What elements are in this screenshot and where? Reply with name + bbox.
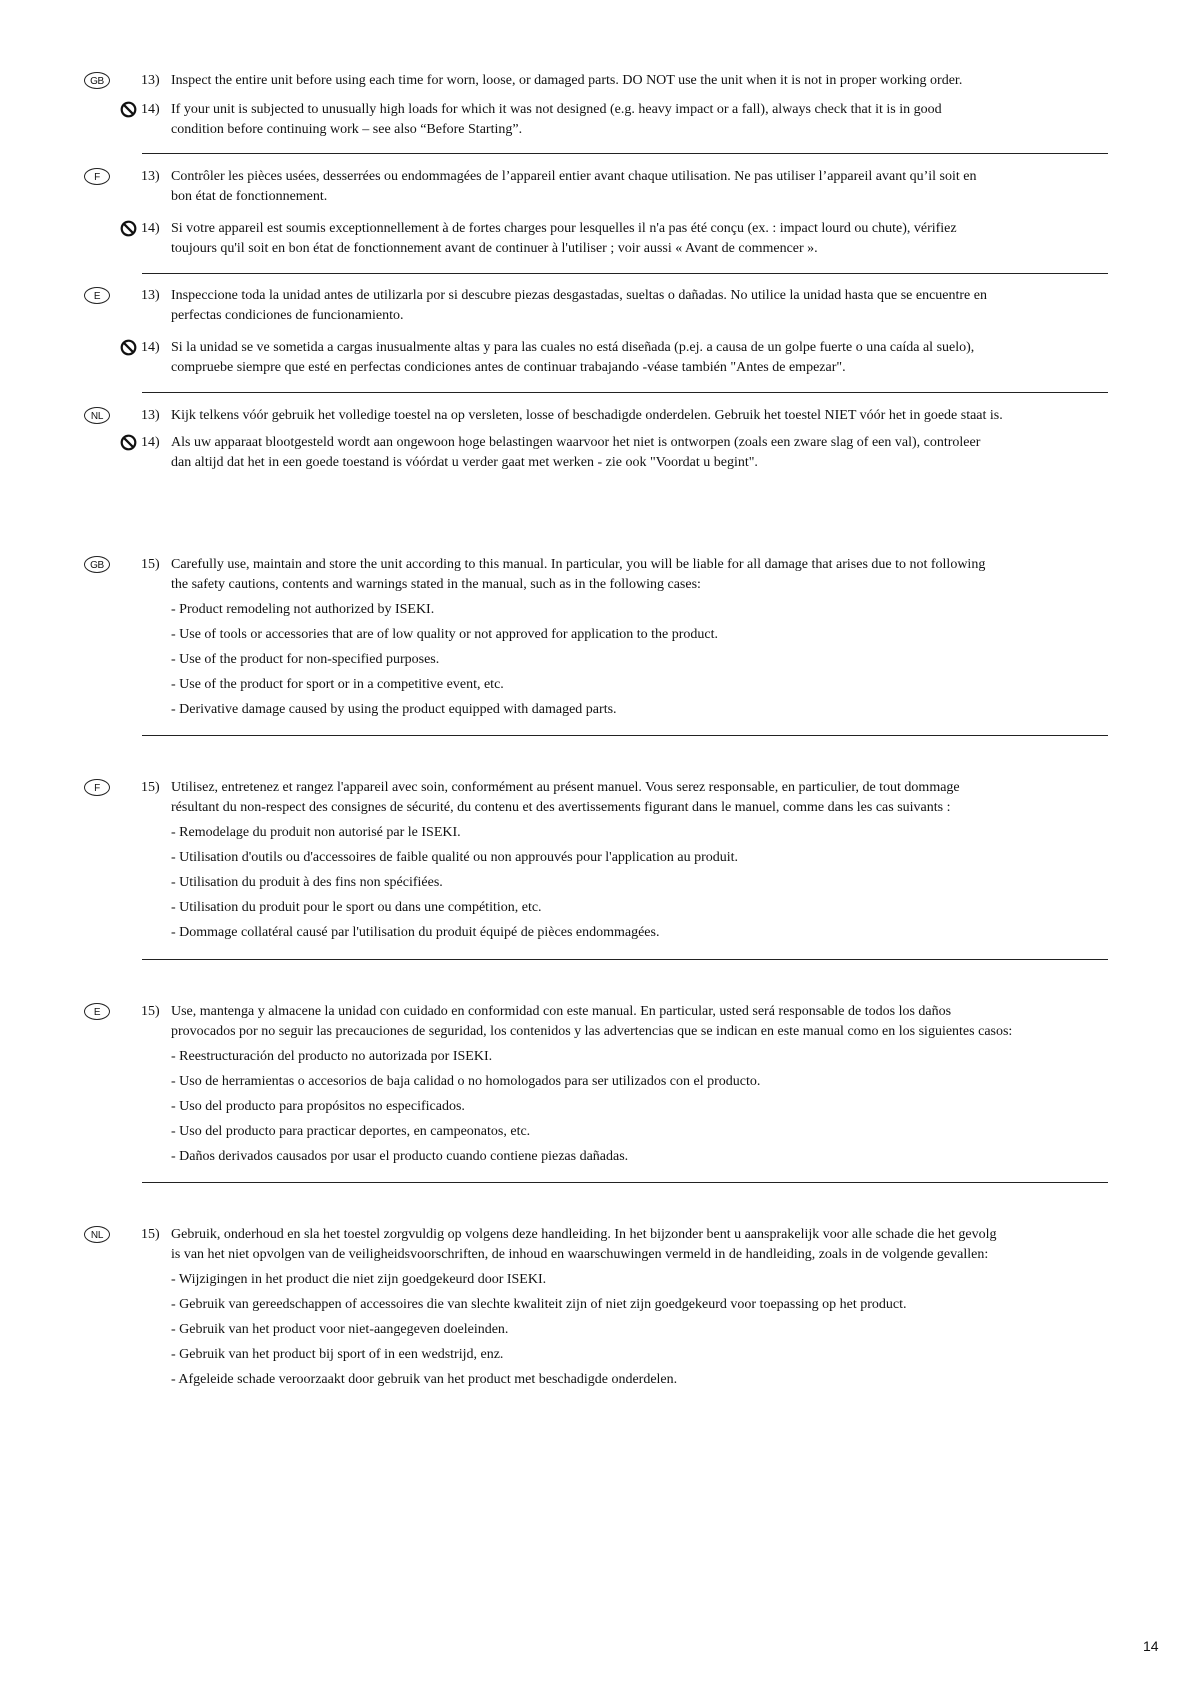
- list-item: - Use of the product for non-specified purposes.: [171, 652, 440, 667]
- list-item: - Gebruik van het product voor niet-aangegeven doeleinden.: [171, 1322, 509, 1337]
- item-number-13: 13): [141, 73, 160, 88]
- list-item: - Gebruik van het product bij sport of in een wedstrijd, enz.: [171, 1347, 504, 1362]
- item-15-text-f-line1: Utilisez, entretenez et rangez l'appareil avec soin, conformément au présent manuel. Vous serez responsable, en particulier, de tout dommage: [171, 780, 960, 795]
- item-13-text-e-line1: Inspeccione toda la unidad antes de utilizarla por si descubre piezas desgastadas, sueltas o dañadas. No utilice la unidad hasta que se encuentre en: [171, 288, 987, 303]
- item-15-text-e-line2: provocados por no seguir las precauciones de seguridad, los contenidos y las advertencias que se indican en este manual como en los siguientes casos:: [171, 1024, 1013, 1039]
- prohibition-icon: [120, 339, 137, 356]
- list-item: - Utilisation d'outils ou d'accessoires de faible qualité ou non approuvés pour l'application au produit.: [171, 850, 739, 865]
- item-number-15: 15): [141, 1227, 160, 1242]
- language-badge-f: F: [84, 779, 110, 796]
- list-item: - Product remodeling not authorized by ISEKI.: [171, 602, 435, 617]
- section-divider: [142, 392, 1108, 393]
- item-15-text-gb-line2: the safety cautions, contents and warnings stated in the manual, such as in the following cases:: [171, 577, 701, 592]
- section-divider: [142, 153, 1108, 154]
- prohibition-icon: [120, 220, 137, 237]
- list-item: - Derivative damage caused by using the product equipped with damaged parts.: [171, 702, 617, 717]
- list-item: - Use of the product for sport or in a competitive event, etc.: [171, 677, 504, 692]
- list-item: - Uso del producto para propósitos no especificados.: [171, 1099, 465, 1114]
- list-item: - Daños derivados causados por usar el producto cuando contiene piezas dañadas.: [171, 1149, 629, 1164]
- language-badge-nl: NL: [84, 407, 110, 424]
- item-number-13: 13): [141, 169, 160, 184]
- item-number-13: 13): [141, 288, 160, 303]
- item-number-14: 14): [141, 340, 160, 355]
- item-14-text-f-line1: Si votre appareil est soumis exceptionnellement à de fortes charges pour lesquelles il n'a pas été conçu (ex. : impact lourd ou chute), vérifiez: [171, 221, 957, 236]
- item-number-14: 14): [141, 102, 160, 117]
- language-badge-nl: NL: [84, 1226, 110, 1243]
- prohibition-icon: [120, 101, 137, 118]
- item-15-text-gb-line1: Carefully use, maintain and store the unit according to this manual. In particular, you will be liable for all damage that arises due to not following: [171, 557, 986, 572]
- section-divider: [142, 959, 1108, 960]
- item-15-text-e-line1: Use, mantenga y almacene la unidad con cuidado en conformidad con este manual. En particular, usted será responsable de todos los daños: [171, 1004, 952, 1019]
- section-divider: [142, 735, 1108, 736]
- item-15-text-f-line2: résultant du non-respect des consignes de sécurité, du contenu et des avertissements figurant dans le manuel, comme dans les cas suivants :: [171, 800, 951, 815]
- list-item: - Utilisation du produit à des fins non spécifiées.: [171, 875, 443, 890]
- list-item: - Dommage collatéral causé par l'utilisation du produit équipé de pièces endommagées.: [171, 925, 660, 940]
- item-13-text-f-line2: bon état de fonctionnement.: [171, 189, 328, 204]
- item-14-text-e-line1: Si la unidad se ve sometida a cargas inusualmente altas y para las cuales no está diseñada (p.ej. a causa de un golpe fuerte o una caída al suelo),: [171, 340, 975, 355]
- list-item: - Wijzigingen in het product die niet zijn goedgekeurd door ISEKI.: [171, 1272, 547, 1287]
- list-item: - Reestructuración del producto no autorizada por ISEKI.: [171, 1049, 493, 1064]
- item-14-text-gb-line1: If your unit is subjected to unusually high loads for which it was not designed (e.g. heavy impact or a fall), always check that it is in good: [171, 102, 942, 117]
- language-badge-f: F: [84, 168, 110, 185]
- section-divider: [142, 273, 1108, 274]
- item-14-text-nl-line1: Als uw apparaat blootgesteld wordt aan ongewoon hoge belastingen waarvoor het niet is ontworpen (zoals een zware slag of een val), controleer: [171, 435, 981, 450]
- list-item: - Uso de herramientas o accesorios de baja calidad o no homologados para ser utilizados con el producto.: [171, 1074, 761, 1089]
- language-badge-gb: GB: [84, 72, 110, 89]
- item-14-text-e-line2: compruebe siempre que esté en perfectas condiciones antes de continuar trabajando -véase también "Antes de empezar".: [171, 360, 846, 375]
- item-13-text-f-line1: Contrôler les pièces usées, desserrées ou endommagées de l’appareil entier avant chaque utilisation. Ne pas utiliser l’appareil avant qu’il soit en: [171, 169, 977, 184]
- language-badge-e: E: [84, 287, 110, 304]
- section-divider: [142, 1182, 1108, 1183]
- page-number: 14: [1143, 1638, 1159, 1654]
- item-13-text-e-line2: perfectas condiciones de funcionamiento.: [171, 308, 404, 323]
- item-number-15: 15): [141, 780, 160, 795]
- item-number-15: 15): [141, 557, 160, 572]
- item-14-text-gb-line2: condition before continuing work – see also “Before Starting”.: [171, 122, 523, 137]
- list-item: - Gebruik van gereedschappen of accessoires die van slechte kwaliteit zijn of niet zijn goedgekeurd voor toepassing op het product.: [171, 1297, 907, 1312]
- prohibition-icon: [120, 434, 137, 451]
- item-15-text-nl-line2: is van het niet opvolgen van de veiligheidsvoorschriften, de inhoud en waarschuwingen vermeld in de handleiding, zoals in de volgende gevallen:: [171, 1247, 989, 1262]
- item-number-13: 13): [141, 408, 160, 423]
- item-number-15: 15): [141, 1004, 160, 1019]
- list-item: - Use of tools or accessories that are of low quality or not approved for application to the product.: [171, 627, 719, 642]
- language-badge-e: E: [84, 1003, 110, 1020]
- item-13-text-nl: Kijk telkens vóór gebruik het volledige toestel na op versleten, losse of beschadigde onderdelen. Gebruik het toestel NIET vóór het in goede staat is.: [171, 408, 1003, 423]
- language-badge-gb: GB: [84, 556, 110, 573]
- list-item: - Remodelage du produit non autorisé par le ISEKI.: [171, 825, 461, 840]
- list-item: - Uso del producto para practicar deportes, en campeonatos, etc.: [171, 1124, 531, 1139]
- item-number-14: 14): [141, 221, 160, 236]
- item-number-14: 14): [141, 435, 160, 450]
- item-14-text-nl-line2: dan altijd dat het in een goede toestand is vóórdat u verder gaat met werken - zie ook "Voordat u begint".: [171, 455, 758, 470]
- item-13-text-gb: Inspect the entire unit before using each time for worn, loose, or damaged parts. DO NOT use the unit when it is not in proper working order.: [171, 73, 963, 88]
- item-15-text-nl-line1: Gebruik, onderhoud en sla het toestel zorgvuldig op volgens deze handleiding. In het bijzonder bent u aansprakelijk voor alle schade die het gevolg: [171, 1227, 997, 1242]
- item-14-text-f-line2: toujours qu'il soit en bon état de fonctionnement avant de continuer à l'utiliser ; voir aussi « Avant de commencer ».: [171, 241, 818, 256]
- list-item: - Utilisation du produit pour le sport ou dans une compétition, etc.: [171, 900, 542, 915]
- list-item: - Afgeleide schade veroorzaakt door gebruik van het product met beschadigde onderdelen.: [171, 1372, 678, 1387]
